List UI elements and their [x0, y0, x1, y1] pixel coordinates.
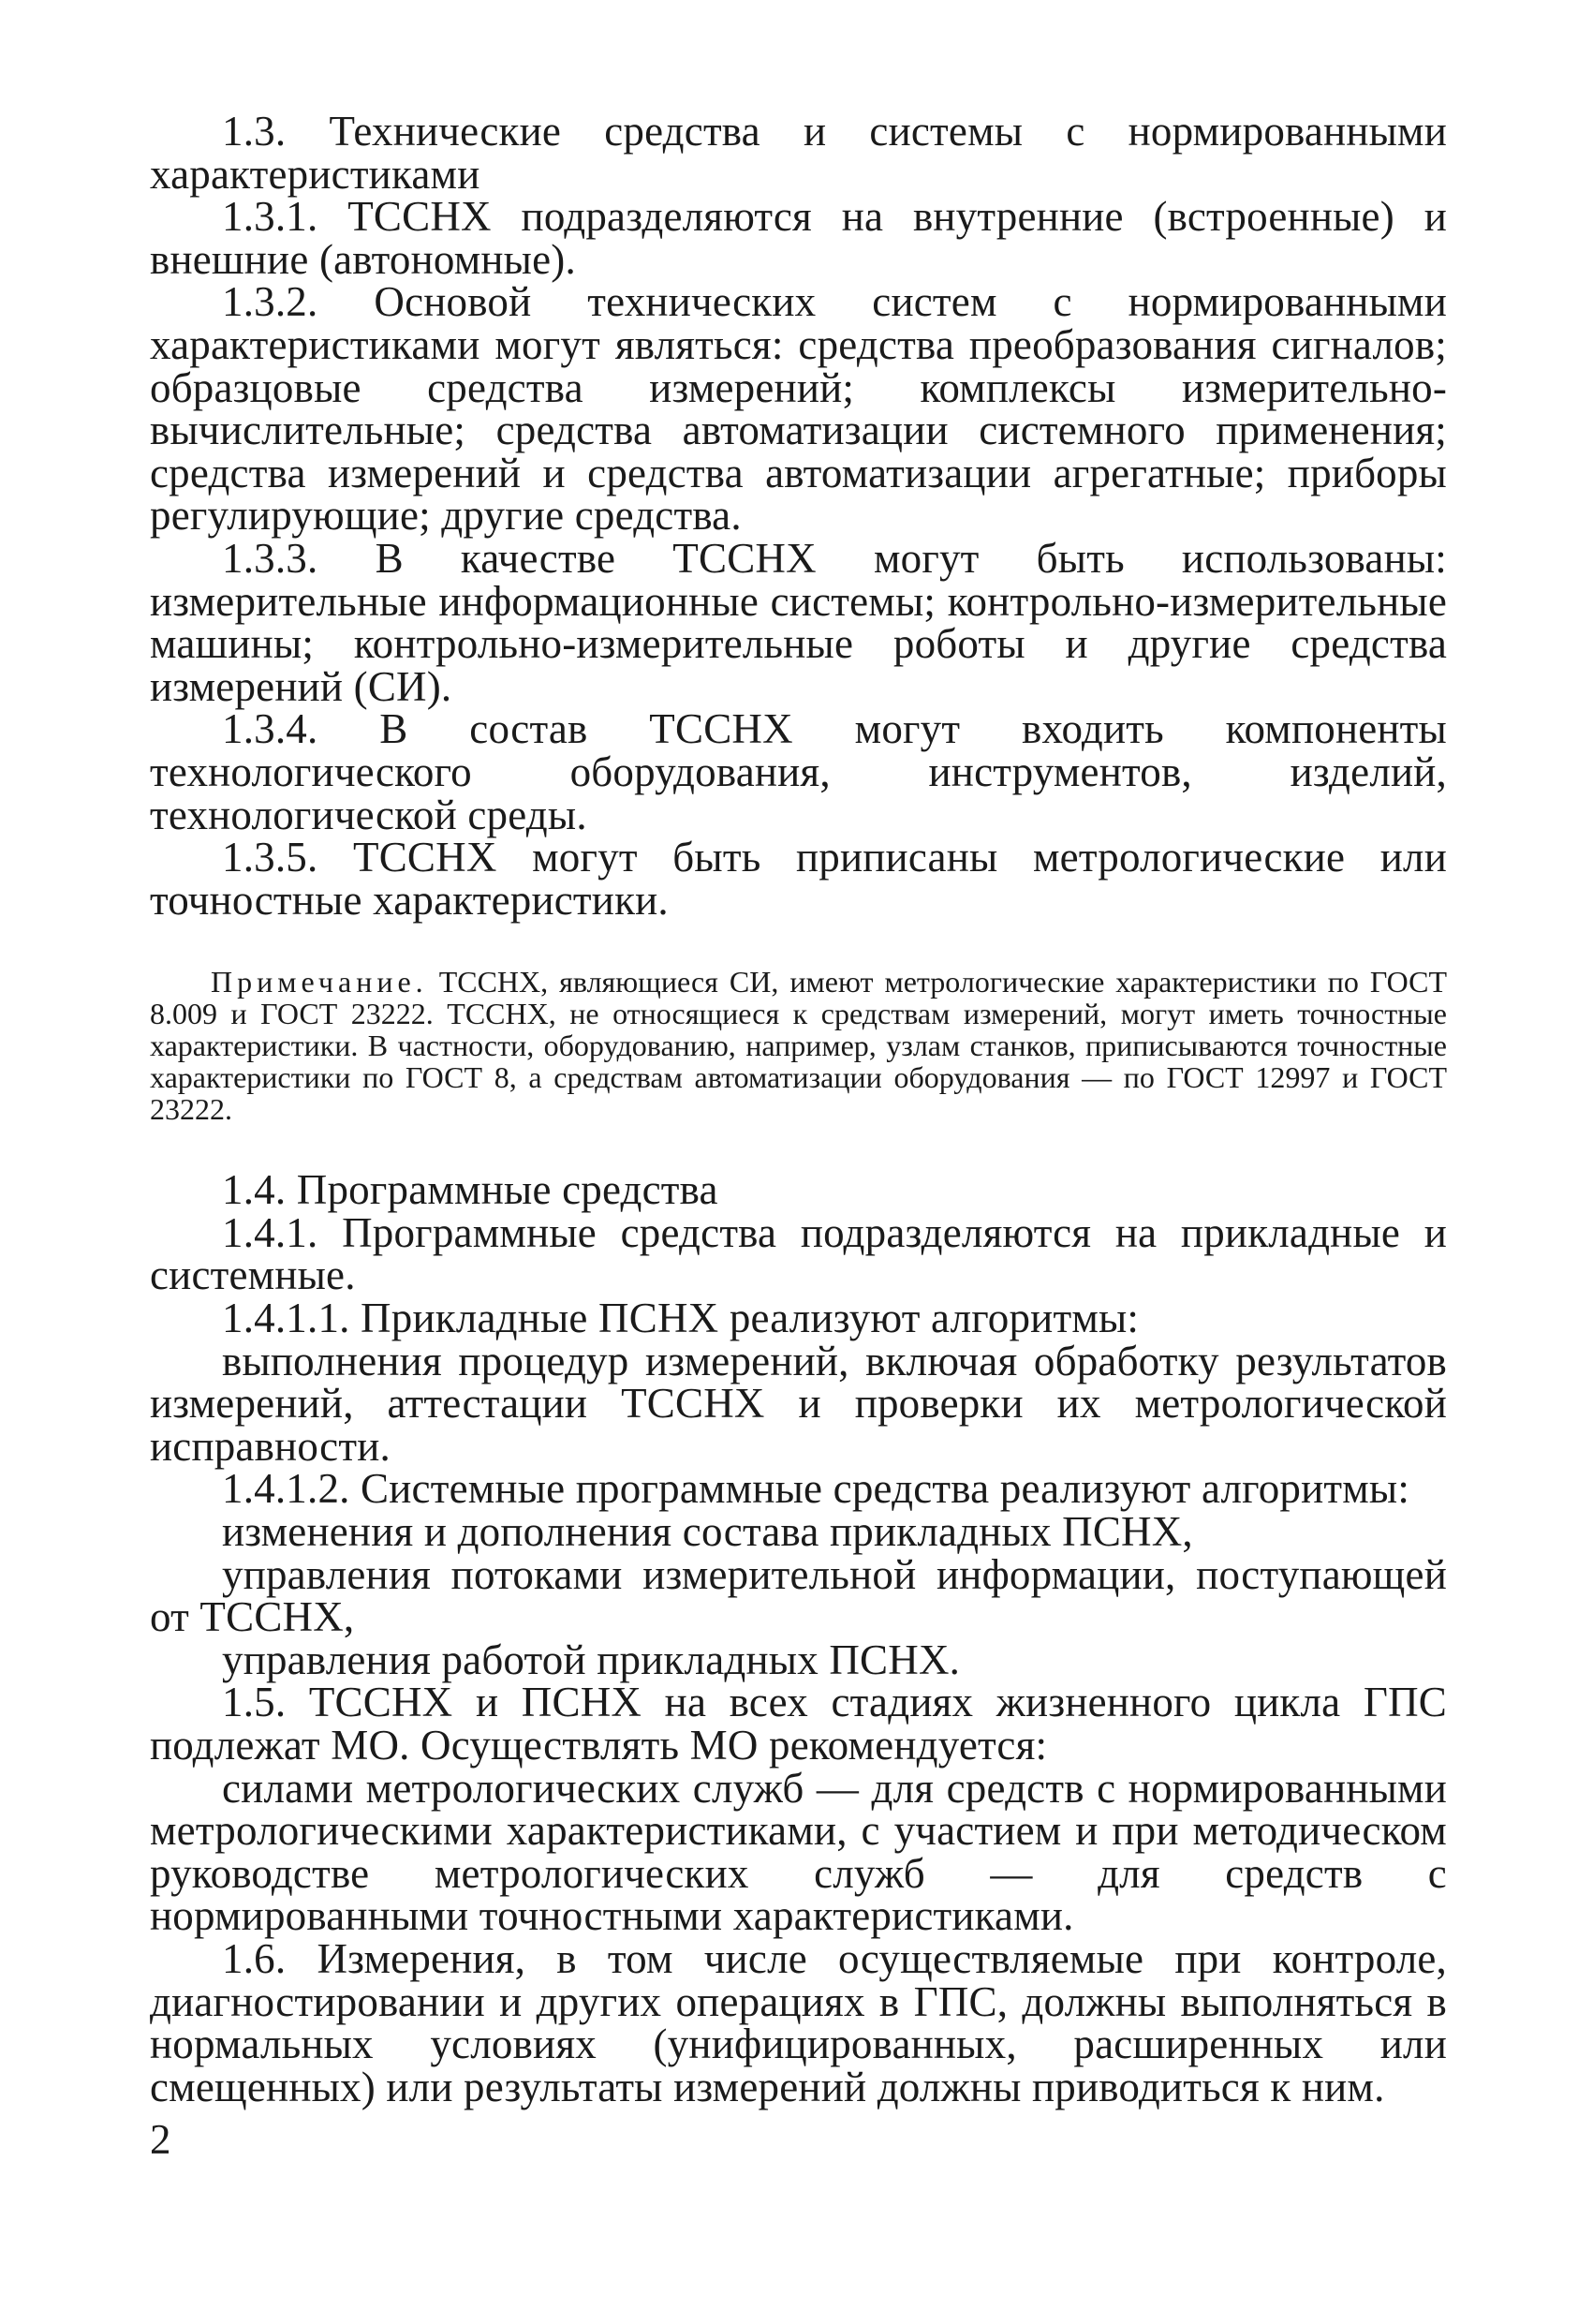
paragraph-1-4-1-2-item-b: управления потоками измерительной информации, поступающей от ТССНХ,	[150, 1550, 1447, 1641]
section-1-4	[150, 1166, 1447, 1683]
paragraph-1-3-5: 1.3.5. ТССНХ могут быть приписаны метрологические или точностные характеристики.	[150, 834, 1447, 924]
paragraph-1-3-2: 1.3.2. Основой технических систем с нормированными характеристиками могут являться: средства преобразования сигналов; образцовые средства измерений; комплексы измерительно-вычислительные; средства автоматизации системного применения; средства измерений и средства автоматизации агрегатные; приборы регулирующие; другие средства.	[150, 278, 1447, 540]
section-1-5	[150, 1681, 1447, 1938]
page-number: 2	[150, 2116, 171, 2163]
paragraph-1-4-1-2-item-a: изменения и дополнения состава прикладных ПСНХ,	[222, 1508, 1193, 1556]
paragraph-1-6: 1.6. Измерения, в том числе осуществляемые при контроле, диагностировании и других операциях в ГПС, должны выполняться в нормальных условиях (унифицированных, расширенных или смещенных) или результаты измерений должны приводиться к ним.	[150, 1934, 1447, 2110]
paragraph-1-4-1: 1.4.1. Программные средства подразделяются на прикладные и системные.	[150, 1208, 1447, 1299]
heading-1-4: 1.4. Программные средства	[222, 1166, 718, 1214]
paragraph-1-4-1-2: 1.4.1.2. Системные программные средства реализуют алгоритмы:	[222, 1465, 1410, 1513]
section-1-3	[150, 108, 1447, 924]
paragraph-1-5: 1.5. ТССНХ и ПСНХ на всех стадиях жизненного цикла ГПС подлежат МО. Осуществлять МО рекомендуется:	[150, 1679, 1447, 1769]
paragraph-1-4-1-1: 1.4.1.1. Прикладные ПСНХ реализуют алгоритмы:	[222, 1295, 1140, 1342]
heading-1-3: 1.3. Технические средства и системы с нормированными характеристиками	[150, 108, 1447, 198]
paragraph-1-4-1-1-item: выполнения процедур измерений, включая обработку результатов измерений, аттестации ТССНХ и проверки их метрологической исправности.	[150, 1337, 1447, 1470]
paragraph-1-3-4: 1.3.4. В состав ТССНХ могут входить компоненты технологического оборудования, инструментов, изделий, технологической среды.	[150, 705, 1447, 838]
paragraph-1-5-item: силами метрологических служб — для средств с нормированными метрологическими характеристиками, с участием и при методическом руководстве метрологических служб — для средств с нормированными точностными характеристиками.	[150, 1764, 1447, 1940]
section-1-6	[150, 1934, 1447, 2110]
document-page	[150, 108, 1448, 2110]
note-block	[150, 966, 1447, 1125]
note-label: Примечание.	[211, 965, 428, 999]
note-text: ТССНХ, являющиеся СИ, имеют метрологические характеристики по ГОСТ 8.009 и ГОСТ 23222. ТССНХ, не относящиеся к средствам измерений, могут иметь точностные характеристики. В частности, оборудованию, например, узлам станков, приписываются точностные характеристики по ГОСТ 8, а средствам автоматизации оборудования — по ГОСТ 12997 и ГОСТ 23222.	[150, 965, 1448, 1127]
paragraph-1-3-1: 1.3.1. ТССНХ подразделяются на внутренние (встроенные) и внешние (автономные).	[150, 193, 1447, 283]
paragraph-1-4-1-2-item-c: управления работой прикладных ПСНХ.	[222, 1636, 961, 1683]
paragraph-1-3-3: 1.3.3. В качестве ТССНХ могут быть использованы: измерительные информационные системы; контрольно-измерительные машины; контрольно-измерительные роботы и другие средства измерений (СИ).	[150, 534, 1447, 710]
